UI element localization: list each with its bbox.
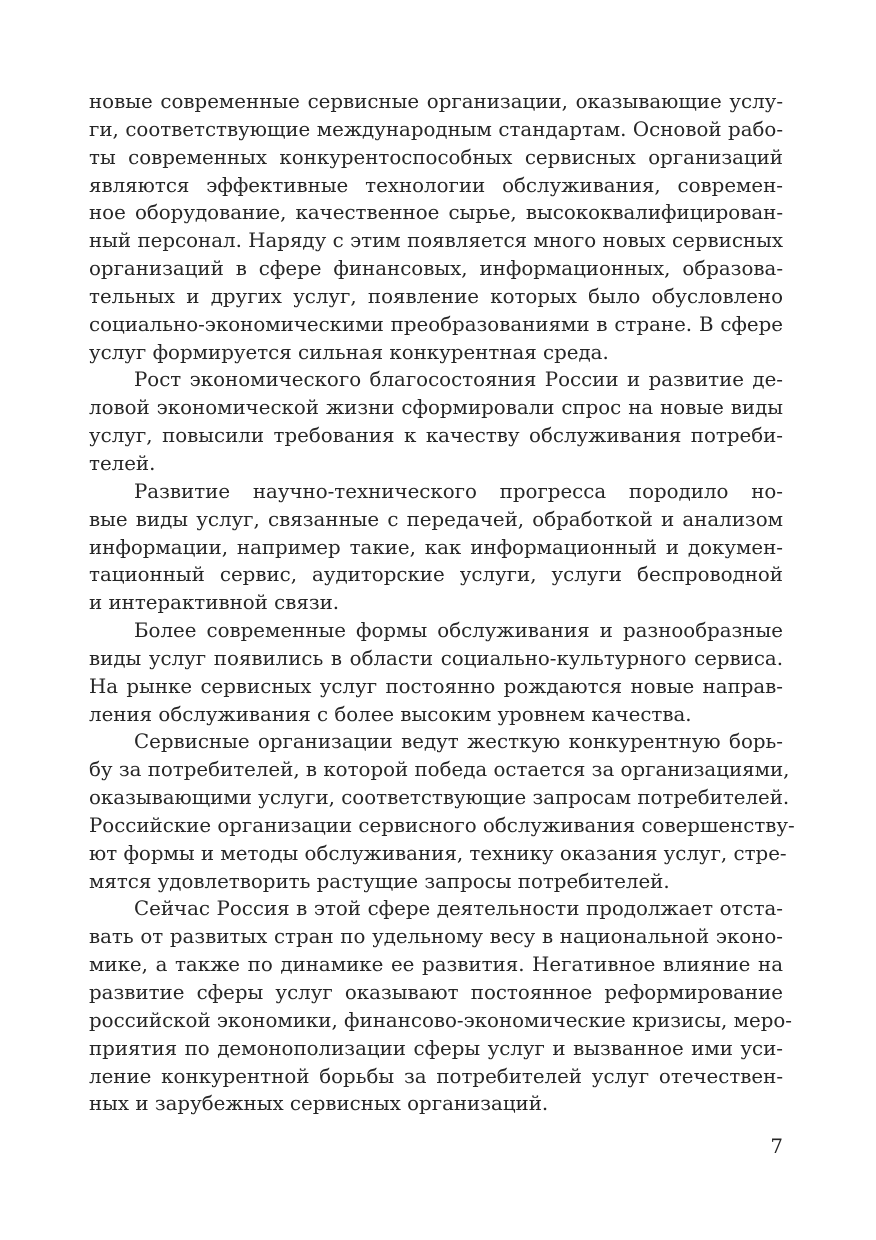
text-line: Развитие научно-технического прогресса породило но- bbox=[134, 479, 783, 503]
text-line: являются эффективные технологии обслуживания, современ- bbox=[89, 173, 783, 197]
text-line: и интерактивной связи. bbox=[89, 591, 340, 615]
text-line: ты современных конкурентоспособных сервисных организаций bbox=[89, 145, 783, 169]
text-line: тельных и других услуг, появление которых было обусловлено bbox=[89, 284, 783, 308]
paragraph bbox=[89, 366, 783, 477]
text-line: Российские организации сервисного обслуживания совершенству- bbox=[89, 813, 795, 837]
text-line: ный персонал. Наряду с этим появляется много новых сервисных bbox=[89, 229, 783, 253]
text-line: вать от развитых стран по удельному весу в национальной эконо- bbox=[89, 925, 783, 949]
text-line: ления обслуживания с более высоким уровнем качества. bbox=[89, 702, 692, 726]
text-line: Более современные формы обслуживания и разнообразные bbox=[134, 619, 783, 643]
text-line: мике, а также по динамике ее развития. Негативное влияние на bbox=[89, 953, 783, 977]
text-line: ловой экономической жизни сформировали спрос на новые виды bbox=[89, 396, 783, 420]
text-line: ное оборудование, качественное сырье, высококвалифицирован- bbox=[89, 201, 783, 225]
text-line: информации, например такие, как информационный и докумен- bbox=[89, 535, 783, 559]
body-text bbox=[89, 88, 795, 1118]
text-line: ют формы и методы обслуживания, технику оказания услуг, стре- bbox=[89, 841, 787, 865]
text-line: российской экономики, финансово-экономические кризисы, меро- bbox=[89, 1008, 792, 1032]
paragraph bbox=[89, 478, 783, 617]
text-line: бу за потребителей, в которой победа остается за организациями, bbox=[89, 758, 790, 782]
text-line: мятся удовлетворить растущие запросы потребителей. bbox=[89, 869, 670, 893]
text-line: Сейчас Россия в этой сфере деятельности продолжает отста- bbox=[134, 897, 783, 921]
paragraph bbox=[89, 895, 792, 1118]
text-line: телей. bbox=[89, 451, 156, 475]
paragraph bbox=[89, 88, 783, 366]
text-line: организаций в сфере финансовых, информационных, образова- bbox=[89, 257, 783, 281]
page-number: 7 bbox=[770, 1135, 783, 1158]
text-line: приятия по демонополизации сферы услуг и вызванное ими уси- bbox=[89, 1036, 783, 1060]
text-line: услуг, повысили требования к качеству обслуживания потреби- bbox=[89, 424, 783, 448]
text-line: услуг формируется сильная конкурентная среда. bbox=[89, 340, 609, 364]
text-line: развитие сферы услуг оказывают постоянное реформирование bbox=[89, 981, 783, 1004]
text-line: вые виды услуг, связанные с передачей, обработкой и анализом bbox=[89, 507, 783, 531]
text-line: ных и зарубежных сервисных организаций. bbox=[89, 1092, 549, 1116]
text-line: оказывающими услуги, соответствующие запросам потребителей. bbox=[89, 786, 790, 810]
text-line: Сервисные организации ведут жесткую конкурентную борь- bbox=[134, 730, 783, 754]
text-line: Рост экономического благосостояния России и развитие де- bbox=[134, 368, 783, 392]
paragraph bbox=[89, 617, 783, 728]
text-line: тационный сервис, аудиторские услуги, услуги беспроводной bbox=[89, 563, 783, 587]
paragraph bbox=[89, 728, 795, 895]
text-line: социально-экономическими преобразованиями в стране. В сфере bbox=[89, 312, 783, 336]
text-line: На рынке сервисных услуг постоянно рождаются новые направ- bbox=[89, 674, 783, 698]
text-line: ги, соответствующие международным стандартам. Основой рабо- bbox=[89, 117, 783, 141]
text-line: ление конкурентной борьбы за потребителей услуг отечествен- bbox=[89, 1064, 783, 1088]
text-line: новые современные сервисные организации, оказывающие услу- bbox=[89, 90, 783, 113]
text-line: виды услуг появились в области социально-культурного сервиса. bbox=[89, 646, 783, 670]
